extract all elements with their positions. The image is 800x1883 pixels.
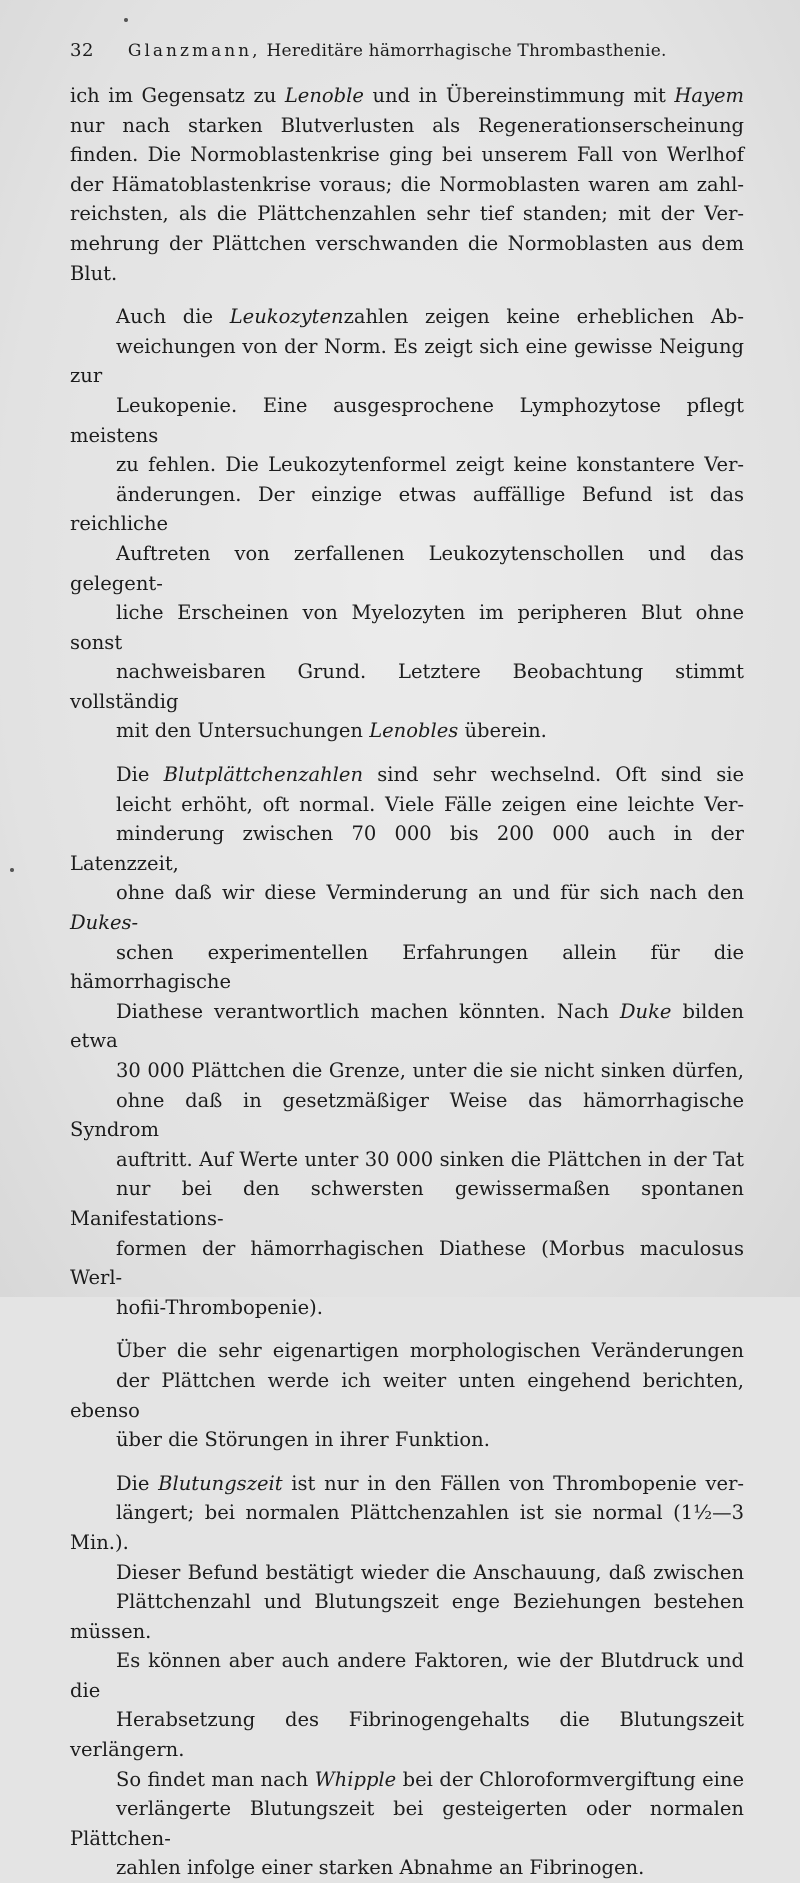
text-line <box>70 1174 744 1233</box>
page-number: 32 <box>70 40 94 61</box>
text-line <box>70 938 744 997</box>
text-segment: sind sehr wechselnd. Oft sind sie <box>363 763 745 787</box>
italic-term: Blutungszeit <box>158 1471 283 1495</box>
text-segment: Die <box>116 1471 159 1495</box>
paragraph <box>70 302 744 746</box>
italic-term: Dukes- <box>70 911 139 935</box>
text-line <box>70 1086 744 1145</box>
text-segment: zahlen infolge einer starken Abnahme an Fibrinogen. <box>116 1856 645 1880</box>
paragraph <box>70 1469 744 1883</box>
text-segment: nur bei den schwersten gewissermaßen spontanen Manifestations- <box>70 1177 744 1230</box>
text-segment: der Hämatoblastenkrise voraus; die Normoblasten waren am zahl- <box>70 172 744 196</box>
text-line <box>70 1587 744 1646</box>
text-segment: Über die sehr eigenartigen morphologischen Veränderungen <box>116 1339 744 1363</box>
text-segment: Leukopenie. Eine ausgesprochene Lymphozytose pflegt meistens <box>70 393 744 447</box>
text-segment: verlängerte Blutungszeit bei gesteigerten oder normalen Plättchen- <box>70 1797 744 1850</box>
text-segment: ist nur in den Fällen von Thrombopenie ver- <box>282 1471 745 1495</box>
text-line <box>70 259 744 289</box>
text-line <box>70 760 744 790</box>
text-segment: änderungen. Der einzige etwas auffällige Befund ist das reichliche <box>70 482 744 536</box>
text-segment: ich im Gegensatz zu <box>70 84 285 107</box>
text-line <box>70 229 744 259</box>
text-segment: Es können aber auch andere Faktoren, wie der Blutdruck und die <box>70 1649 744 1702</box>
paragraph <box>70 81 744 288</box>
text-segment: Herabsetzung des Fibrinogengehalts die Blutungszeit verlängern. <box>70 1708 744 1762</box>
italic-term: Blutplättchenzahlen <box>163 763 364 787</box>
text-segment: zahlen zeigen keine erheblichen Ab- <box>343 305 744 329</box>
italic-term: Whipple <box>314 1767 397 1791</box>
text-line <box>70 111 744 141</box>
text-segment: Auch die <box>116 305 230 329</box>
text-segment: nur nach starken Blutverlusten als Regenerationserscheinung <box>70 113 744 137</box>
text-segment: ohne daß in gesetzmäßiger Weise das hämorrhagische Syndrom <box>70 1088 744 1142</box>
text-segment: formen der hämorrhagischen Diathese (Morbus maculosus Werl- <box>70 1236 744 1290</box>
text-line <box>70 1705 744 1764</box>
italic-term: Duke <box>619 999 672 1023</box>
text-line <box>70 140 744 170</box>
text-line <box>70 170 744 200</box>
text-segment: Diathese verantwortlich machen könnten. Nach <box>116 999 620 1023</box>
text-line <box>70 1765 744 1795</box>
text-segment: bilden etwa <box>70 999 744 1053</box>
text-line <box>70 878 744 937</box>
text-line <box>70 598 744 657</box>
text-segment: längert; bei normalen Plättchenzahlen ist sie normal (1½—3 Min.). <box>70 1501 744 1554</box>
paper-speck <box>124 18 128 22</box>
text-segment: So findet man nach <box>116 1767 315 1791</box>
text-line <box>70 450 744 480</box>
text-line <box>70 1558 744 1588</box>
paragraph <box>70 1336 744 1454</box>
text-segment: 30 000 Plättchen die Grenze, unter die sie nicht sinken dürfen, <box>116 1059 744 1082</box>
text-segment: Auftreten von zerfallenen Leukozytenschollen und das gelegent- <box>70 541 744 595</box>
text-line <box>70 391 744 450</box>
paper-speck <box>10 868 14 872</box>
text-segment: der Plättchen werde ich weiter unten eingehend berichten, ebenso <box>70 1368 744 1422</box>
text-line <box>70 1794 744 1853</box>
text-segment: liche Erscheinen von Myelozyten im peripheren Blut ohne sonst <box>70 601 744 654</box>
running-head-title: Hereditäre hämorrhagische Thrombasthenie. <box>266 41 667 61</box>
text-line <box>70 199 744 229</box>
text-segment: mit den Untersuchungen <box>116 719 370 743</box>
text-segment: schen experimentellen Erfahrungen allein für die hämorrhagische <box>70 940 744 994</box>
text-line <box>70 1336 744 1366</box>
running-head <box>70 40 744 61</box>
text-line <box>70 1646 744 1705</box>
italic-term: Leukozyten <box>229 305 344 329</box>
text-line <box>70 1145 744 1175</box>
text-segment: über die Störungen in ihrer Funktion. <box>116 1428 490 1452</box>
text-line <box>70 539 744 598</box>
paragraph <box>70 760 744 1322</box>
text-line <box>70 1293 744 1323</box>
text-line <box>70 1498 744 1557</box>
text-segment: ohne daß wir diese Verminderung an und für sich nach den <box>116 881 744 905</box>
text-segment: finden. Die Normoblastenkrise ging bei unserem Fall von Werlhof <box>70 143 744 167</box>
text-line <box>70 657 744 716</box>
text-line <box>70 1234 744 1293</box>
text-segment: bei der Chloroformvergiftung eine <box>396 1767 744 1791</box>
text-segment: reichsten, als die Plättchenzahlen sehr tief standen; mit der Ver- <box>70 202 744 226</box>
text-line <box>70 1366 744 1425</box>
text-segment: minderung zwischen 70 000 bis 200 000 auch in der Latenzzeit, <box>70 822 744 875</box>
text-line <box>70 1056 744 1086</box>
text-segment: auftritt. Auf Werte unter 30 000 sinken die Plättchen in der Tat <box>116 1147 744 1171</box>
text-segment: hofii-Thrombopenie). <box>116 1295 323 1319</box>
text-line <box>70 819 744 878</box>
text-line <box>70 332 744 391</box>
body-text <box>70 81 744 1883</box>
text-segment: zu fehlen. Die Leukozytenformel zeigt keine konstantere Ver- <box>116 453 744 477</box>
text-segment: mehrung der Plättchen verschwanden die Normoblasten aus dem <box>70 231 744 255</box>
italic-term: Lenoble <box>284 84 364 107</box>
text-line <box>70 997 744 1056</box>
text-segment: leicht erhöht, oft normal. Viele Fälle zeigen eine leichte Ver- <box>116 792 744 816</box>
text-segment: Dieser Befund bestätigt wieder die Anschauung, daß zwischen <box>116 1560 744 1584</box>
text-segment: Blut. <box>70 261 118 285</box>
italic-term: Lenobles <box>369 719 459 743</box>
text-segment: überein. <box>458 719 547 743</box>
italic-term: Hayem <box>674 84 745 107</box>
text-line <box>70 790 744 820</box>
text-segment: nachweisbaren Grund. Letztere Beobachtung stimmt vollständig <box>70 660 744 713</box>
running-head-author: Glanzmann, <box>127 41 261 61</box>
text-segment: Plättchenzahl und Blutungszeit enge Beziehungen bestehen müssen. <box>70 1590 744 1643</box>
text-line <box>70 1469 744 1499</box>
text-line <box>70 1853 744 1883</box>
text-line <box>70 81 744 111</box>
text-segment: und in Übereinstimmung mit <box>363 84 675 107</box>
text-line <box>70 302 744 332</box>
text-segment: weichungen von der Norm. Es zeigt sich eine gewisse Neigung zur <box>70 334 744 388</box>
text-line <box>70 480 744 539</box>
text-line <box>70 716 744 746</box>
text-line <box>70 1425 744 1455</box>
text-segment: Die <box>116 763 164 787</box>
